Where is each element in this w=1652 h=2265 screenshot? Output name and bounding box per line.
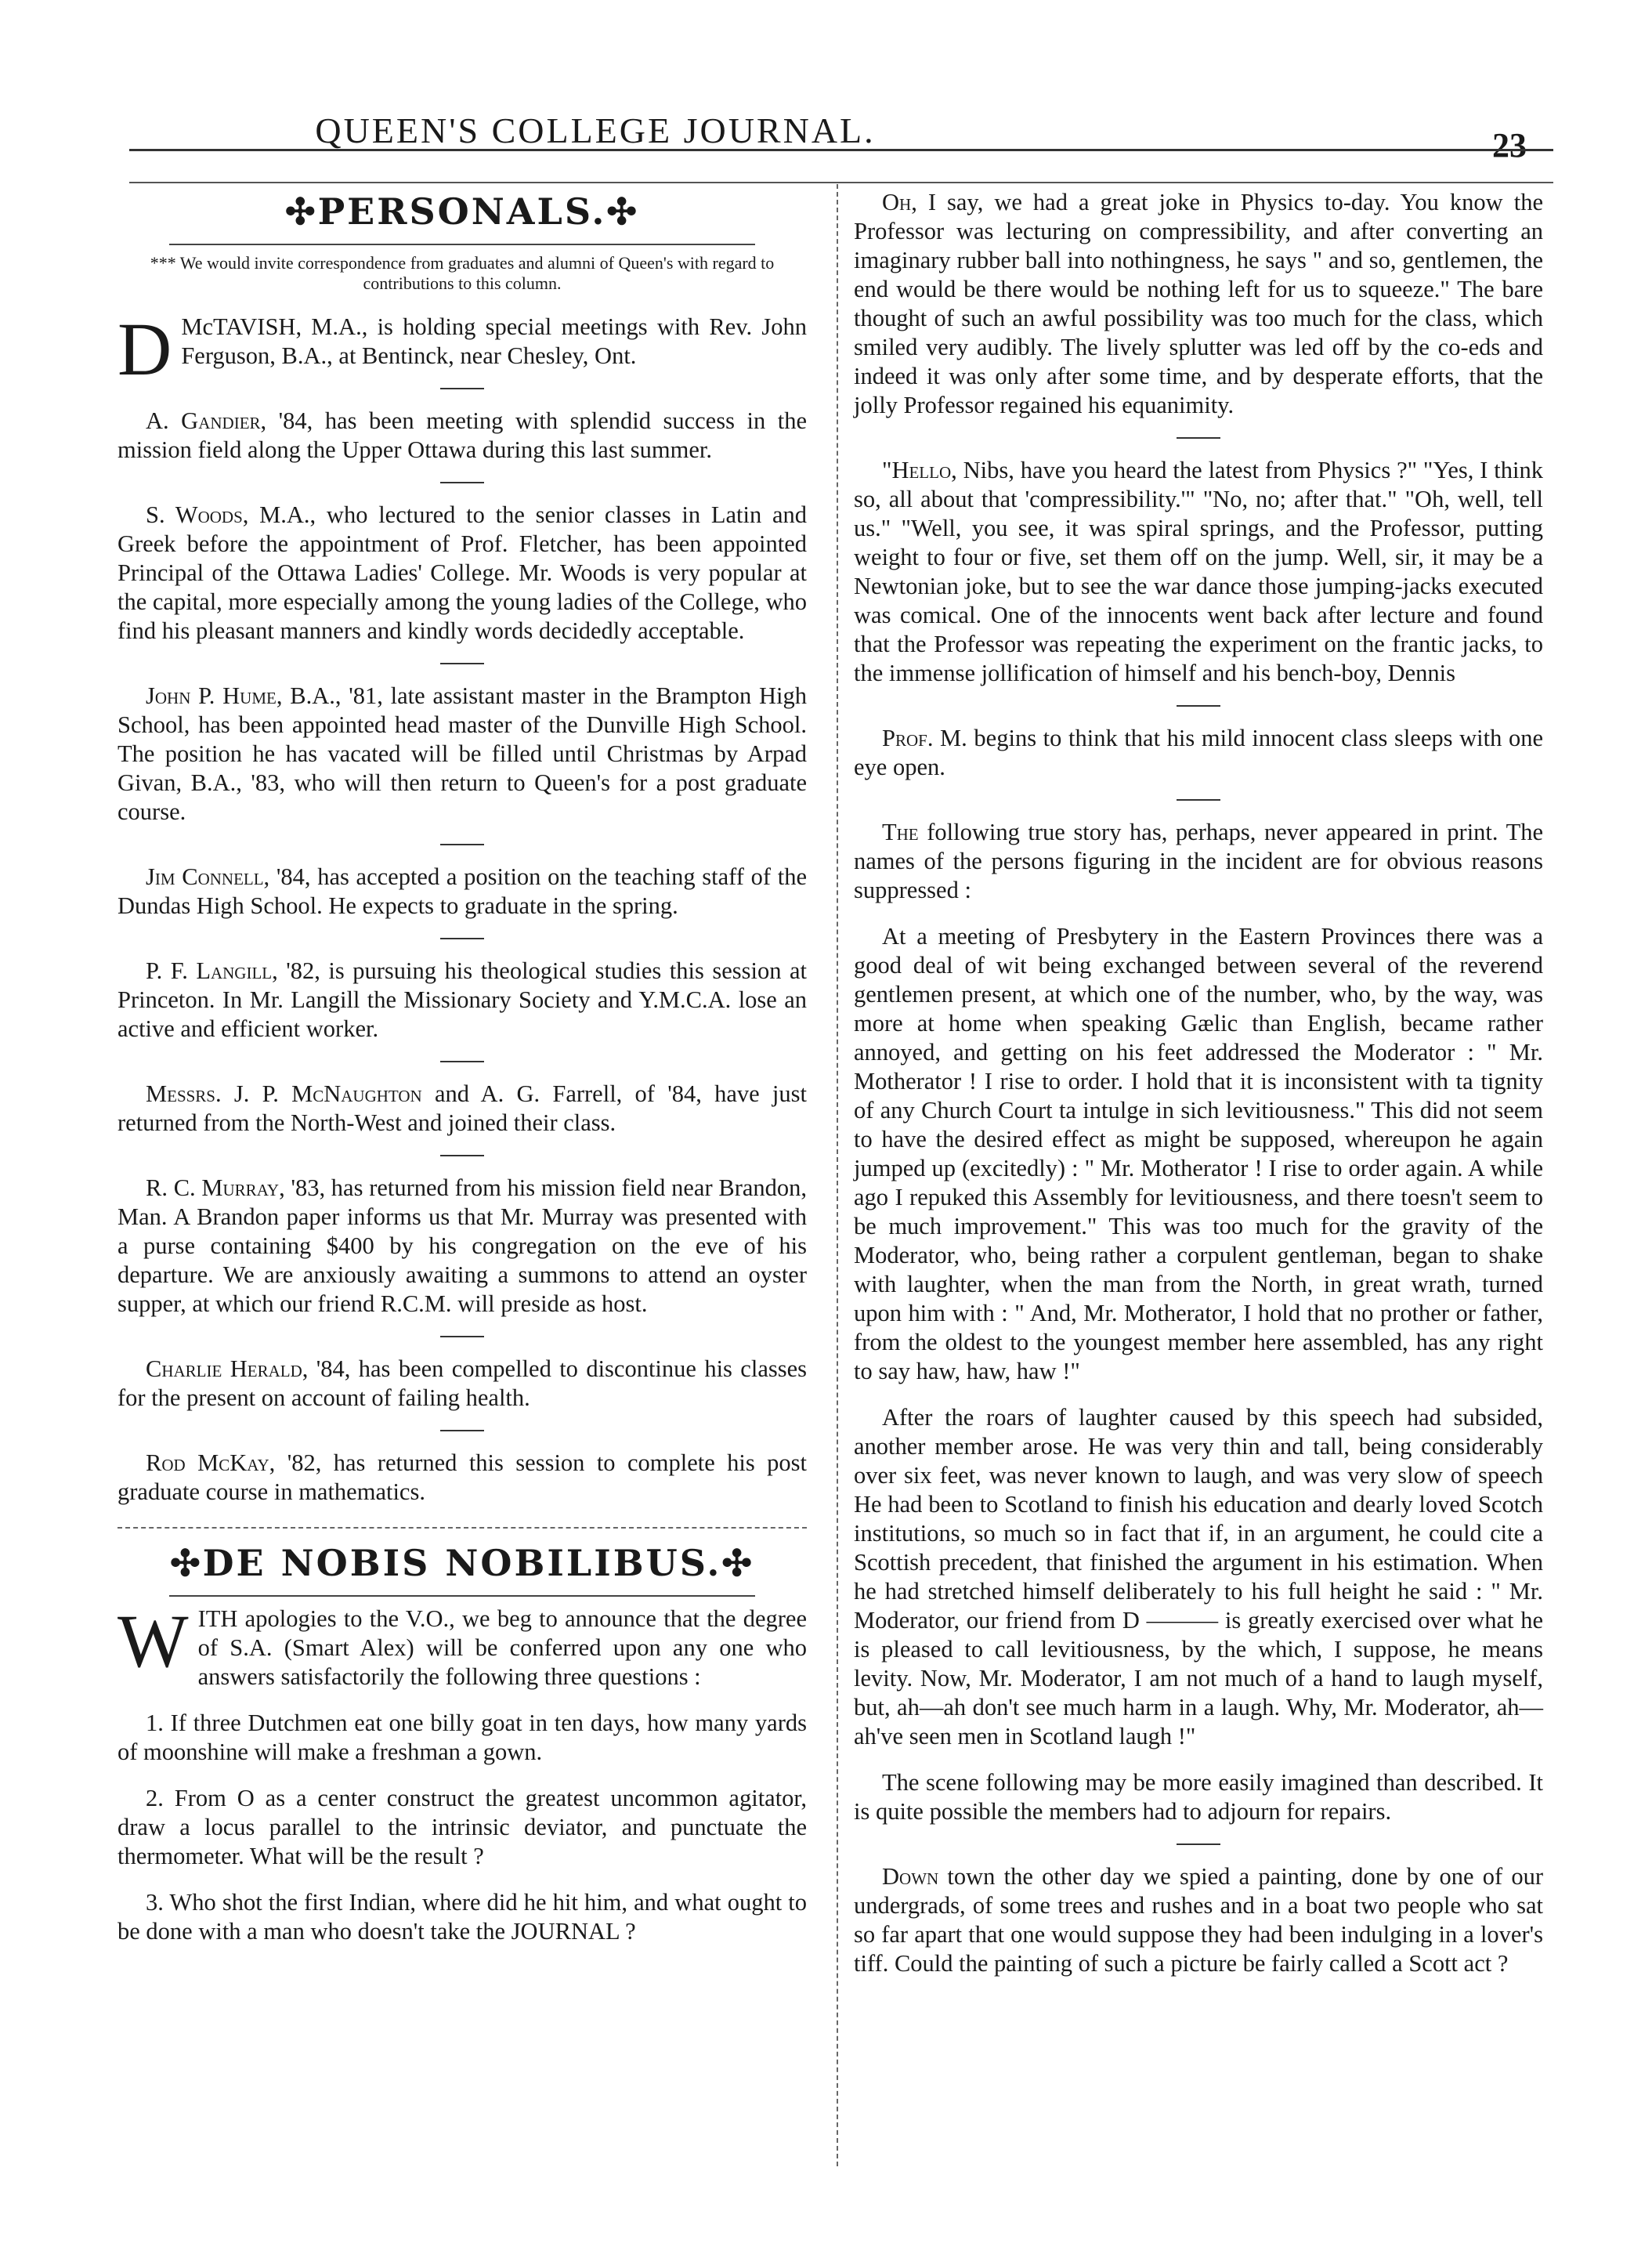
question-list [117, 1709, 807, 1946]
de-nobis-intro [117, 1599, 807, 1692]
personals-heading: ✣PERSONALS.✣ [285, 190, 639, 233]
personals-notice: *** We would invite correspondence from graduates and alumni of Queen's with regard to contributions to this column. [150, 253, 775, 293]
column-divider [837, 184, 838, 2166]
paragraph-text: town the other day we spied a painting, done by one of our undergrads, of some trees and rushes and in a boat two people who sat so far apart that one would suppose they had been indulging in a lover's tiff. Could the painting of such a picture be fairly called a Scott act ? [854, 1863, 1543, 1977]
personal-text: '82, is pursuing his theological studies this session at Princeton. In Mr. Langill the Missionary Society and Y.M.C.A. lose an active and efficient worker. [117, 957, 807, 1042]
page-number: 23 [1492, 126, 1527, 165]
personal-item [117, 501, 807, 646]
personal-name: John P. Hume, [146, 682, 283, 709]
personal-item [117, 957, 807, 1044]
personal-name: R. C. Murray, [146, 1174, 285, 1201]
personal-name: P. F. Langill, [146, 957, 278, 984]
personal-item [117, 1449, 807, 1507]
personal-item [117, 1174, 807, 1319]
separator [440, 1155, 484, 1156]
personal-item [117, 307, 807, 391]
question-item: 1. If three Dutchmen eat one billy goat in ten days, how many yards of moonshine will make a freshman a gown. [117, 1710, 807, 1765]
paragraph-painting [854, 1862, 1543, 1978]
lead-word: "Hello, [882, 457, 957, 483]
paragraph-story: At a meeting of Presbytery in the Eastern Provinces there was a good deal of wit being exchanged between several of the reverend gentlemen present, at which one of the number, who, by the way, was more at home when speaking Gælic than English, became rather annoyed, and getting on his feet addressed the Moderator : " Mr. Motherator ! I rise to order. I hold that it is inconsistent with ta tignity of any Church Court ta intulge in sich levitiousness." This did not seem to have the desired effect as might be supposed, whereupon he again jumped up (excitedly) : " Mr. Motherator ! I rise to order again. A while ago I repuked this Assembly for levitiousness, and there toesn't seem to be much improvement." This was too much for the gravity of the Moderator, who, being rather a corpulent gentleman, began to shake with laughter, when the man from the North, in great wrath, turned upon him with : " And, Mr. Motherator, I hold that no prother or father, from the oldest to the youngest member here assembled, has any right to say haw, haw, haw !" [854, 923, 1543, 1384]
heading-rule [169, 1595, 755, 1597]
paragraph-prof [854, 724, 1543, 782]
separator [440, 844, 484, 845]
lead-word: Down [882, 1863, 939, 1890]
question-item: 2. From O as a center construct the greatest uncommon agitator, draw a locus parallel to the intrinsic deviator, and punctuate the thermometer. What will be the result ? [117, 1785, 807, 1869]
personal-item [117, 1080, 807, 1138]
de-nobis-intro-text: ITH apologies to the V.O., we beg to announce that the degree of S.A. (Smart Alex) will be conferred upon any one who answers satisfactorily the following three questions : [197, 1605, 807, 1690]
separator [440, 388, 484, 389]
separator [1177, 437, 1220, 439]
header-rule [129, 149, 1553, 151]
personal-text: '84, has accepted a position on the teaching staff of the Dundas High School. He expects to graduate in the spring. [117, 863, 807, 919]
personal-text: '84, has been meeting with splendid success in the mission field along the Upper Ottawa during this last summer. [117, 407, 807, 463]
paragraph-story: After the roars of laughter caused by this speech had subsided, another member arose. He was very thin and tall, being considerably over six feet, was never known to laugh, and was very slow of speech He had been to Scotland to finish his education and dearly loved Scotch institutions, so much so in fact that if, in an argument, he could cite a Scottish precedent, that finished the argument in his estimation. When he had stretched himself deliberately to his full height he said : " Mr. Moderator, our friend from D ——— is greatly exercised over what he is pleased to call levitiousness, by the which, I suppose, he means levity. Now, Mr. Moderator, I am not much of a hand to laugh myself, but, ah—ah don't see much harm in a laugh. Why, Mr. Moderator, ah—ah've seen men in Scotland laugh !" [854, 1404, 1543, 1749]
personal-text: B.A., '81, late assistant master in the Brampton High School, has been appointed head master of the Dunville High School. The position he has vacated will be filled until Christmas by Arpad Givan, B.A., '83, who will then return to Queen's for a post graduate course. [117, 682, 807, 825]
personal-item [117, 407, 807, 465]
paragraph-text: I say, we had a great joke in Physics to-day. You know the Professor was lecturing on compressibility, and after converting an imaginary rubber ball into nothingness, he says " and so, gentlemen, the end would be there would be nothing left for us to squeeze." The bare thought of such an awful possibility was too much for the class, which smiled very audibly. The lively splutter was led off by the co-eds and indeed it was only after some time, and by desperate efforts, that the jolly Professor regained his equanimity. [854, 189, 1543, 418]
drop-cap: D [117, 307, 172, 391]
separator [440, 663, 484, 664]
personal-item [117, 682, 807, 827]
section-rule [117, 1527, 807, 1529]
de-nobis-heading: ✣DE NOBIS NOBILIBUS.✣ [170, 1542, 754, 1584]
personal-name: Charlie Herald, [146, 1355, 309, 1382]
lead-word: Prof. M. [882, 725, 967, 751]
paragraph-physics [854, 188, 1543, 420]
separator [440, 1061, 484, 1062]
question-item: 3. Who shot the first Indian, where did he hit him, and what ought to be done with a man who doesn't take the JOURNAL ? [117, 1889, 807, 1945]
personal-text: M.A., who lectured to the senior classes in Latin and Greek before the appointment of Prof. Fletcher, has been appointed Principal of the Ottawa Ladies' College. Mr. Woods is very popular at the capital, more especially among the young ladies of the College, who find his pleasant manners and kindly words decidedly acceptable. [117, 501, 808, 644]
running-title: QUEEN'S COLLEGE JOURNAL. [315, 110, 876, 150]
header-rule-lower [129, 182, 1553, 183]
personal-item [117, 863, 807, 921]
drop-cap: W [117, 1599, 189, 1683]
page-header [0, 102, 1652, 165]
personal-name: Rod McKay, [146, 1449, 276, 1476]
heading-rule [169, 244, 755, 245]
separator [1177, 799, 1220, 801]
lead-word: Oh, [882, 189, 917, 215]
paragraph-story: The scene following may be more easily imagined than described. It is quite possible the members had to adjourn for repairs. [854, 1769, 1543, 1825]
separator [440, 1336, 484, 1337]
separator [1177, 705, 1220, 707]
separator [440, 482, 484, 483]
personal-name: Jim Connell, [146, 863, 270, 890]
paragraph-text: begins to think that his mild innocent class sleeps with one eye open. [854, 725, 1543, 780]
lead-word: The [882, 819, 919, 845]
personal-text: '83, has returned from his mission field near Brandon, Man. A Brandon paper informs us that Mr. Murray was presented with a purse containing $400 by his congregation on the eve of his departure. We are anxiously awaiting a summons to attend an oyster supper, at which our friend R.C.M. will preside as host. [117, 1174, 808, 1317]
personal-text: '82, has returned this session to complete his post graduate course in mathematics. [117, 1449, 807, 1505]
left-column [117, 188, 807, 1963]
personal-item [117, 1355, 807, 1413]
paragraph-text: following true story has, perhaps, never appeared in print. The names of the persons figuring in the incident are for obvious reasons suppressed : [854, 819, 1543, 903]
paragraph-story-intro [854, 818, 1543, 905]
personal-text: and A. G. Farrell, of '84, have just returned from the North-West and joined their class. [117, 1080, 807, 1136]
personal-name: A. Gandier, [146, 407, 267, 434]
separator [440, 1430, 484, 1431]
separator [440, 938, 484, 939]
separator [1177, 1843, 1220, 1845]
personal-name: S. Woods, [146, 501, 249, 528]
personal-text: McTAVISH, M.A., is holding special meetings with Rev. John Ferguson, B.A., at Bentinck, near Chesley, Ont. [181, 313, 807, 369]
right-column [854, 188, 1543, 1995]
paragraph-hello [854, 456, 1543, 688]
personal-name: Messrs. J. P. McNaughton [146, 1080, 422, 1107]
personal-text: '84, has been compelled to discontinue his classes for the present on account of failing health. [117, 1355, 807, 1411]
paragraph-text: Nibs, have you heard the latest from Physics ?" "Yes, I think so, all about that 'compressibility.'" "No, no; after that." "Oh, well, tell us." "Well, you see, it was spiral springs, and the Professor, putting weight to four or five, set them off on the jump. Well, sir, it may be a Newtonian joke, but to see the war dance those jumping-jacks executed was comical. One of the innocents went back after lecture and found that the Professor was repeating the experiment on the frantic jacks, to the immense jollification of himself and his bench-boy, Dennis [854, 457, 1543, 686]
